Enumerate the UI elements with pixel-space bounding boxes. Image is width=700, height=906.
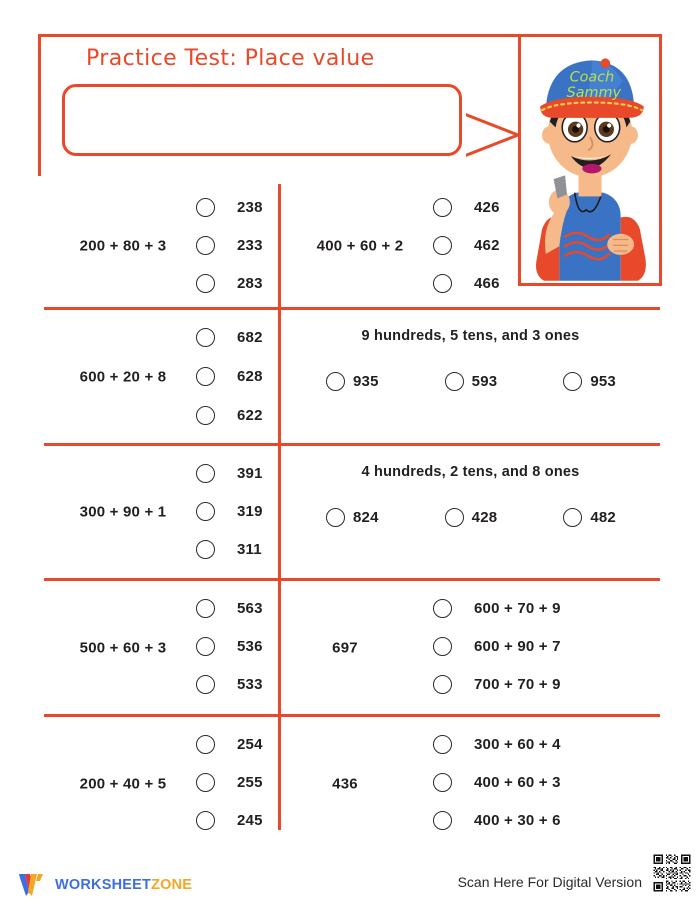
cap-text-line2: Sammy <box>566 84 622 101</box>
choice-label: 254 <box>237 736 263 753</box>
problem-row-2 <box>0 310 700 443</box>
problem-cell-p5 <box>44 446 278 578</box>
problem-row-5 <box>0 717 700 850</box>
choice-group <box>293 372 649 391</box>
choice-label: 700 + 70 + 9 <box>474 676 561 693</box>
choice-option[interactable] <box>433 675 582 694</box>
choice-label: 233 <box>237 237 263 254</box>
choice-label: 283 <box>237 275 263 292</box>
radio-bubble-icon[interactable] <box>433 236 452 255</box>
choice-label: 682 <box>237 329 263 346</box>
choice-option[interactable] <box>196 599 263 618</box>
radio-bubble-icon[interactable] <box>433 274 452 293</box>
choice-label: 255 <box>237 774 263 791</box>
problem-prompt: 400 + 60 + 2 <box>316 237 404 254</box>
problem-cell-p6 <box>281 446 660 578</box>
worksheet-zone-logo-icon <box>18 872 48 898</box>
radio-bubble-icon[interactable] <box>196 236 215 255</box>
choice-option[interactable] <box>433 198 500 217</box>
radio-bubble-icon[interactable] <box>433 599 452 618</box>
problem-cell-p10 <box>281 717 660 850</box>
radio-bubble-icon[interactable] <box>445 372 464 391</box>
problem-prompt: 300 + 90 + 1 <box>79 503 167 521</box>
radio-bubble-icon[interactable] <box>196 274 215 293</box>
radio-bubble-icon[interactable] <box>196 328 215 347</box>
problem-prompt: 500 + 60 + 3 <box>79 639 167 656</box>
radio-bubble-icon[interactable] <box>563 372 582 391</box>
radio-bubble-icon[interactable] <box>326 372 345 391</box>
problem-prompt: 697 <box>332 639 358 656</box>
choice-option[interactable] <box>433 811 582 830</box>
problem-prompt: 9 hundreds, 5 tens, and 3 ones <box>361 328 580 344</box>
choice-label: 311 <box>237 541 262 558</box>
choice-option[interactable] <box>433 274 500 293</box>
choice-label: 628 <box>237 368 263 385</box>
radio-bubble-icon[interactable] <box>196 464 215 483</box>
radio-bubble-icon[interactable] <box>433 637 452 656</box>
problem-cell-p7 <box>44 581 278 714</box>
logo-text <box>55 878 192 893</box>
choice-label: 462 <box>474 237 500 254</box>
instruction-bubble <box>62 84 462 156</box>
problem-cell-p3 <box>44 310 278 443</box>
choice-option[interactable] <box>433 599 582 618</box>
choice-label: 533 <box>237 676 263 693</box>
choice-option[interactable] <box>196 540 262 559</box>
choice-option[interactable] <box>196 502 263 521</box>
choice-option[interactable] <box>326 508 379 527</box>
choice-label: 622 <box>237 407 263 424</box>
cap-text-line1: Coach <box>569 69 615 86</box>
choice-group <box>293 508 649 527</box>
problem-prompt: 436 <box>332 775 358 792</box>
coach-sammy-panel <box>518 34 662 286</box>
choice-option[interactable] <box>433 637 582 656</box>
choice-group <box>433 717 643 850</box>
worksheet-zone-logo[interactable] <box>18 872 192 898</box>
choice-label: 400 + 30 + 6 <box>474 812 561 829</box>
choice-label: 300 + 60 + 4 <box>474 736 561 753</box>
choice-option[interactable] <box>433 773 582 792</box>
radio-bubble-icon[interactable] <box>433 773 452 792</box>
choice-label: 600 + 90 + 7 <box>474 638 561 655</box>
radio-bubble-icon[interactable] <box>196 367 215 386</box>
logo-text-part1: WORKSHEET <box>55 876 152 893</box>
choice-option[interactable] <box>326 372 379 391</box>
choice-option[interactable] <box>196 406 263 425</box>
choice-label: 245 <box>237 812 263 829</box>
choice-label: 593 <box>471 373 498 390</box>
problem-prompt: 600 + 20 + 8 <box>79 368 167 385</box>
choice-option[interactable] <box>433 236 500 255</box>
choice-option[interactable] <box>196 735 263 754</box>
radio-bubble-icon[interactable] <box>445 508 464 527</box>
qr-code-icon[interactable] <box>652 853 692 893</box>
choice-option[interactable] <box>196 811 263 830</box>
radio-bubble-icon[interactable] <box>196 735 215 754</box>
choice-label: 935 <box>353 373 379 390</box>
choice-option[interactable] <box>563 508 616 527</box>
problem-row-3 <box>0 446 700 578</box>
problem-prompt: 200 + 80 + 3 <box>79 237 167 254</box>
logo-text-part2: ZONE <box>151 876 193 893</box>
radio-bubble-icon[interactable] <box>196 540 215 559</box>
page-title: Practice Test: Place value <box>86 46 375 71</box>
choice-label: 238 <box>237 199 263 216</box>
choice-option[interactable] <box>196 236 263 255</box>
problem-cell-p4 <box>281 310 660 443</box>
choice-label: 600 + 70 + 9 <box>474 600 561 617</box>
problem-cell-p8 <box>281 581 660 714</box>
choice-label: 482 <box>590 509 616 526</box>
choice-label: 466 <box>474 275 500 292</box>
problem-prompt: 200 + 40 + 5 <box>79 775 167 792</box>
choice-label: 536 <box>237 638 263 655</box>
choice-option[interactable] <box>196 274 263 293</box>
choice-option[interactable] <box>196 198 263 217</box>
radio-bubble-icon[interactable] <box>196 502 215 521</box>
problem-prompt: 4 hundreds, 2 tens, and 8 ones <box>361 464 580 480</box>
radio-bubble-icon[interactable] <box>563 508 582 527</box>
problem-cell-p9 <box>44 717 278 850</box>
coach-sammy-icon <box>521 37 659 283</box>
choice-option[interactable] <box>196 328 263 347</box>
radio-bubble-icon[interactable] <box>196 675 215 694</box>
choice-label: 824 <box>353 509 379 526</box>
radio-bubble-icon[interactable] <box>433 675 452 694</box>
radio-bubble-icon[interactable] <box>326 508 345 527</box>
choice-option[interactable] <box>433 735 582 754</box>
radio-bubble-icon[interactable] <box>196 811 215 830</box>
scan-instruction-text: Scan Here For Digital Version <box>457 874 642 890</box>
choice-option[interactable] <box>196 637 263 656</box>
choice-label: 391 <box>237 465 263 482</box>
choice-label: 428 <box>471 509 498 526</box>
problem-row-4 <box>0 581 700 714</box>
radio-bubble-icon[interactable] <box>196 773 215 792</box>
radio-bubble-icon[interactable] <box>196 637 215 656</box>
radio-bubble-icon[interactable] <box>433 198 452 217</box>
choice-option[interactable] <box>445 372 498 391</box>
choice-group <box>433 581 643 714</box>
radio-bubble-icon[interactable] <box>196 599 215 618</box>
choice-option[interactable] <box>196 773 263 792</box>
choice-option[interactable] <box>196 464 263 483</box>
choice-option[interactable] <box>445 508 498 527</box>
choice-label: 563 <box>237 600 263 617</box>
choice-label: 400 + 60 + 3 <box>474 774 561 791</box>
choice-label: 319 <box>237 503 263 520</box>
radio-bubble-icon[interactable] <box>196 198 215 217</box>
radio-bubble-icon[interactable] <box>433 735 452 754</box>
choice-option[interactable] <box>196 367 263 386</box>
choice-option[interactable] <box>196 675 263 694</box>
radio-bubble-icon[interactable] <box>196 406 215 425</box>
radio-bubble-icon[interactable] <box>433 811 452 830</box>
problem-cell-p1 <box>44 184 278 307</box>
choice-label: 953 <box>590 373 616 390</box>
choice-label: 426 <box>474 199 500 216</box>
choice-option[interactable] <box>563 372 616 391</box>
